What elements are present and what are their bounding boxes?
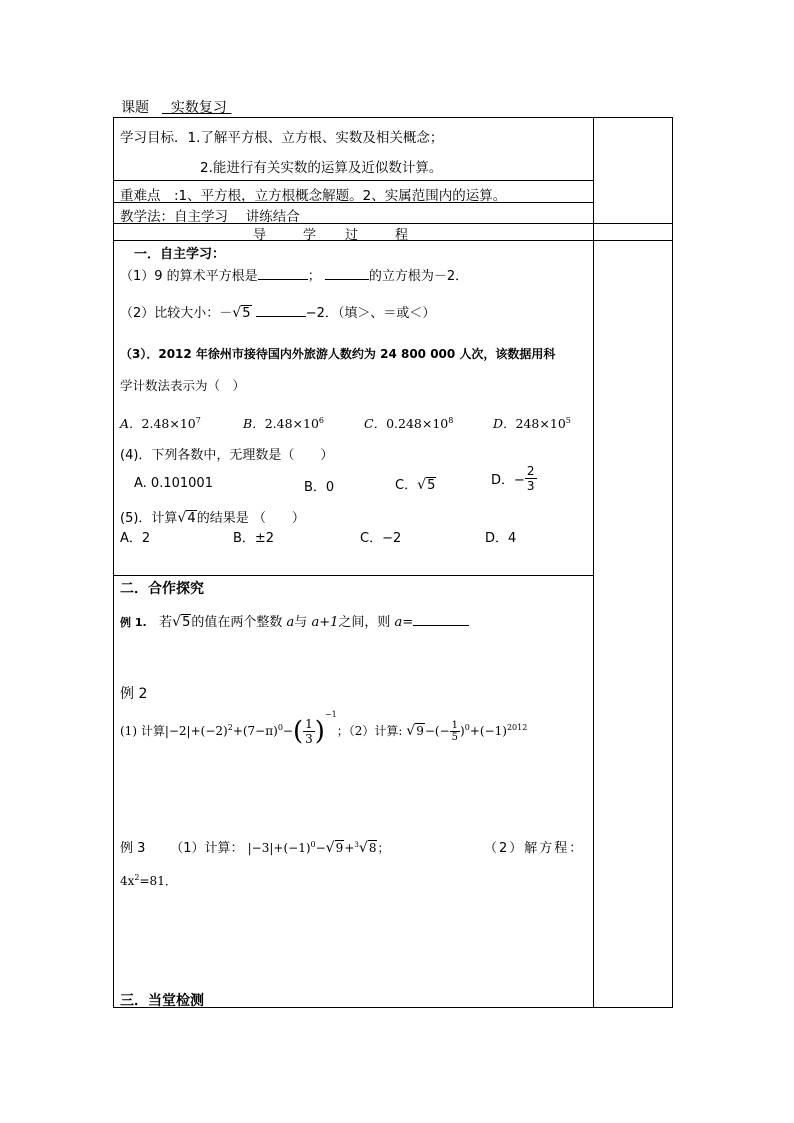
q5-option-a: A．2: [120, 531, 151, 546]
question-4-stem: (4)．下列各数中，无理数是（ ）: [120, 448, 334, 463]
example-3-part-2-label: （2）解方程：: [484, 841, 585, 856]
q5-option-d: D．4: [485, 531, 517, 546]
course-label: 课题: [121, 100, 149, 116]
course-title: 实数复习: [170, 100, 227, 116]
q5-option-c: C．−2: [360, 531, 402, 546]
q3-option-c: C．$0.248\times 10^8$: [364, 415, 454, 431]
section-cooperative-title: 二．合作探究: [120, 581, 204, 597]
question-2: （2）比较大小：－√ 5 −2．（填＞、＝或＜）: [120, 302, 435, 321]
question-3-line-1: （3）．2012 年徐州市接待国内外旅游人数约为 24 800 000 人次，该数据用科: [120, 347, 556, 361]
q4-option-a: A. 0.101001: [134, 476, 213, 491]
q3-option-d: D．$248\times 10^5$: [493, 415, 571, 431]
q4-option-c: C．√ 5: [395, 474, 436, 493]
teaching-method: 教学法：自主学习 讲练结合: [120, 209, 300, 225]
q5-option-b: B．±2: [233, 531, 275, 546]
example-1: 例 1. 若√ 5的值在两个整数 a与 a+1之间，则 a=: [120, 611, 469, 630]
question-1: （1）9 的算术平方根是 ； 的立方根为－2．: [120, 269, 469, 284]
q3-option-b: B．$2.48\times 10^6$: [243, 415, 324, 431]
question-5-stem: (5)．计算√ 4的结果是 （ ）: [120, 507, 305, 526]
q3-option-a: A．$2.48\times 10^7$: [120, 415, 201, 431]
learning-goal-1: 学习目标．1.了解平方根、立方根、实数及相关概念；: [120, 130, 444, 146]
key-points: 重难点 :1、平方根，立方根概念解题。2、实属范围内的运算。: [120, 188, 507, 204]
example-2-label: 例 2: [120, 686, 148, 702]
section-class-test-title: 三．当堂检测: [120, 993, 204, 1009]
example-3-line-1: 例 3 （1）计算： $|-3|+(-1)^0-√$ 9+$^3$√ 8；: [120, 837, 390, 856]
learning-goal-2: 2.能进行有关实数的运算及近似数计算。: [200, 160, 443, 176]
example-3-equation: $4x^2=81$．: [120, 873, 177, 888]
section-self-study-title: 一．自主学习：: [134, 247, 226, 262]
q4-option-b: B．0: [304, 480, 335, 495]
question-3-line-2: 学计数法表示为（ ）: [120, 378, 246, 393]
q4-option-d: D．− $\frac{2}{3}$: [491, 464, 535, 493]
example-2-expression: (1) 计算$|-2|+(-2)^2+(7-\pi)^0-$( $\frac{1}{3}$ )$^{-1}$；（2）计算: √ 9−(− $\frac{1}{5}$ )$^0+(-1)^{2012}$: [120, 715, 527, 747]
